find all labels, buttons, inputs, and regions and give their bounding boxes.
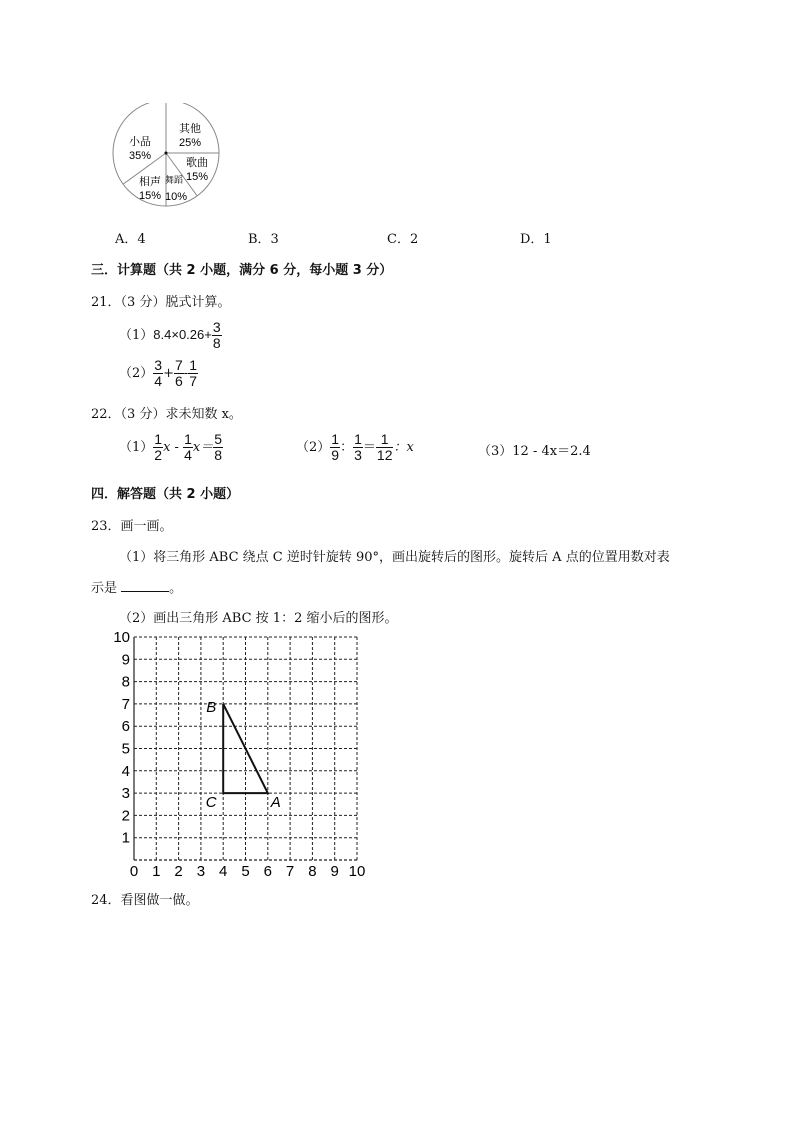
- pie-pct-dance: 10%: [164, 191, 188, 203]
- q21-p2-frac3: $\frac{1}{7}$: [189, 357, 197, 389]
- q21-p1-frac: $\frac{3}{8}$: [212, 319, 221, 351]
- q22-p2-tail: ：x: [393, 440, 414, 455]
- q23-part1-line2: [91, 577, 182, 596]
- choice-a: A．4: [115, 232, 146, 247]
- q23-line2-text: 示是: [91, 581, 122, 596]
- x-tick-label: 9: [330, 863, 339, 880]
- x-tick-label: 1: [152, 863, 161, 880]
- pie-label-other: 其他: [179, 123, 201, 135]
- y-tick-label: 4: [121, 762, 130, 780]
- point-label-b: B: [206, 698, 217, 716]
- q21-p2-op2: -: [183, 366, 189, 381]
- pie-center-dot: [165, 152, 168, 155]
- pie-label-song: 歌曲: [186, 157, 208, 169]
- coordinate-grid: [110, 628, 380, 884]
- q22-p1-frac1: $\frac{1}{2}$: [154, 431, 163, 463]
- q22-p1-frac3: $\frac{5}{8}$: [214, 431, 223, 463]
- y-tick-label: 10: [113, 629, 130, 646]
- y-tick-label: 5: [121, 740, 130, 758]
- pie-label-xiaopin: 小品: [129, 136, 151, 148]
- q21-stem: 21．（3 分）脱式计算。: [91, 295, 231, 310]
- x-tick-label: 8: [308, 863, 317, 880]
- q23-line2-end: 。: [169, 581, 183, 596]
- q22-p2-frac1: $\frac{1}{9}$: [331, 431, 340, 463]
- pie-pct-other: 25%: [178, 137, 202, 149]
- q21-part2: [119, 358, 198, 389]
- q22-stem: 22．（3 分）求未知数 x。: [91, 407, 242, 422]
- point-label-c: C: [205, 794, 217, 812]
- x-tick-label: 0: [129, 863, 139, 880]
- q22-p1-x2: x＝: [192, 440, 214, 455]
- y-tick-label: 8: [121, 673, 130, 691]
- q22-p1-frac2: $\frac{1}{4}$: [184, 431, 192, 463]
- q22-p1-x1: x -: [163, 440, 184, 455]
- q22-p1-label: （1）: [119, 440, 154, 455]
- y-tick-label: 2: [121, 807, 130, 825]
- pie-label-dance: 舞蹈: [164, 175, 184, 185]
- choice-d: D．1: [520, 232, 552, 247]
- q23-part1-line1: （1）将三角形 ABC 绕点 C 逆时针旋转 90°，画出旋转后的图形。旋转后 A 点的位置用数对表: [119, 550, 670, 565]
- q22-p2-colon: ：: [340, 440, 354, 455]
- q22-p2-frac2: $\frac{1}{3}$: [354, 431, 362, 463]
- q22-p2-label: （2）: [296, 440, 331, 455]
- q21-p2-frac1: $\frac{3}{4}$: [154, 357, 163, 389]
- x-tick-label: 2: [174, 863, 183, 880]
- answer-blank[interactable]: [121, 579, 169, 592]
- x-tick-label: 4: [219, 863, 228, 880]
- q21-p1-label: （1）: [119, 328, 154, 343]
- x-tick-label: 10: [348, 863, 366, 880]
- q22-p2-frac3: $\frac{1}{12}$: [376, 431, 393, 463]
- q22-part1: [119, 432, 223, 463]
- x-tick-label: 6: [263, 863, 272, 880]
- q21-p2-frac2: $\frac{7}{6}$: [174, 357, 183, 389]
- q22-part2: [296, 432, 414, 463]
- y-tick-label: 6: [121, 718, 130, 736]
- q22-part3: （3）12 - 4x＝2.4: [478, 444, 591, 459]
- x-tick-label: 7: [285, 863, 295, 880]
- pie-pct-xiangsheng: 15%: [138, 190, 162, 202]
- y-tick-label: 1: [121, 829, 130, 847]
- q21-p1-expr: 8.4×0.26+: [153, 327, 212, 342]
- point-label-a: A: [270, 794, 281, 812]
- x-tick-label: 5: [241, 863, 250, 880]
- y-tick-label: 3: [121, 785, 130, 803]
- q21-p2-op1: +: [163, 366, 174, 381]
- q23-part2: （2）画出三角形 ABC 按 1：2 缩小后的图形。: [119, 611, 398, 626]
- pie-label-xiangsheng: 相声: [139, 176, 161, 188]
- q21-part1: [119, 320, 222, 351]
- y-tick-label: 9: [121, 651, 130, 669]
- section3-title: 三．计算题（共 2 小题，满分 6 分，每小题 3 分）: [91, 263, 393, 278]
- q24-stem: 24．看图做一做。: [91, 893, 199, 908]
- q22-p2-eq: ＝: [362, 440, 376, 455]
- x-tick-label: 3: [196, 863, 206, 880]
- y-tick-label: 7: [121, 695, 130, 713]
- choice-c: C．2: [387, 232, 419, 247]
- q21-p2-label: （2）: [119, 366, 154, 381]
- pie-chart: [110, 103, 230, 215]
- section4-title: 四．解答题（共 2 小题）: [91, 487, 240, 502]
- q23-stem: 23．画一画。: [91, 519, 173, 534]
- pie-pct-xiaopin: 35%: [128, 150, 152, 162]
- choice-b: B．3: [248, 232, 279, 247]
- pie-pct-song: 15%: [185, 171, 209, 183]
